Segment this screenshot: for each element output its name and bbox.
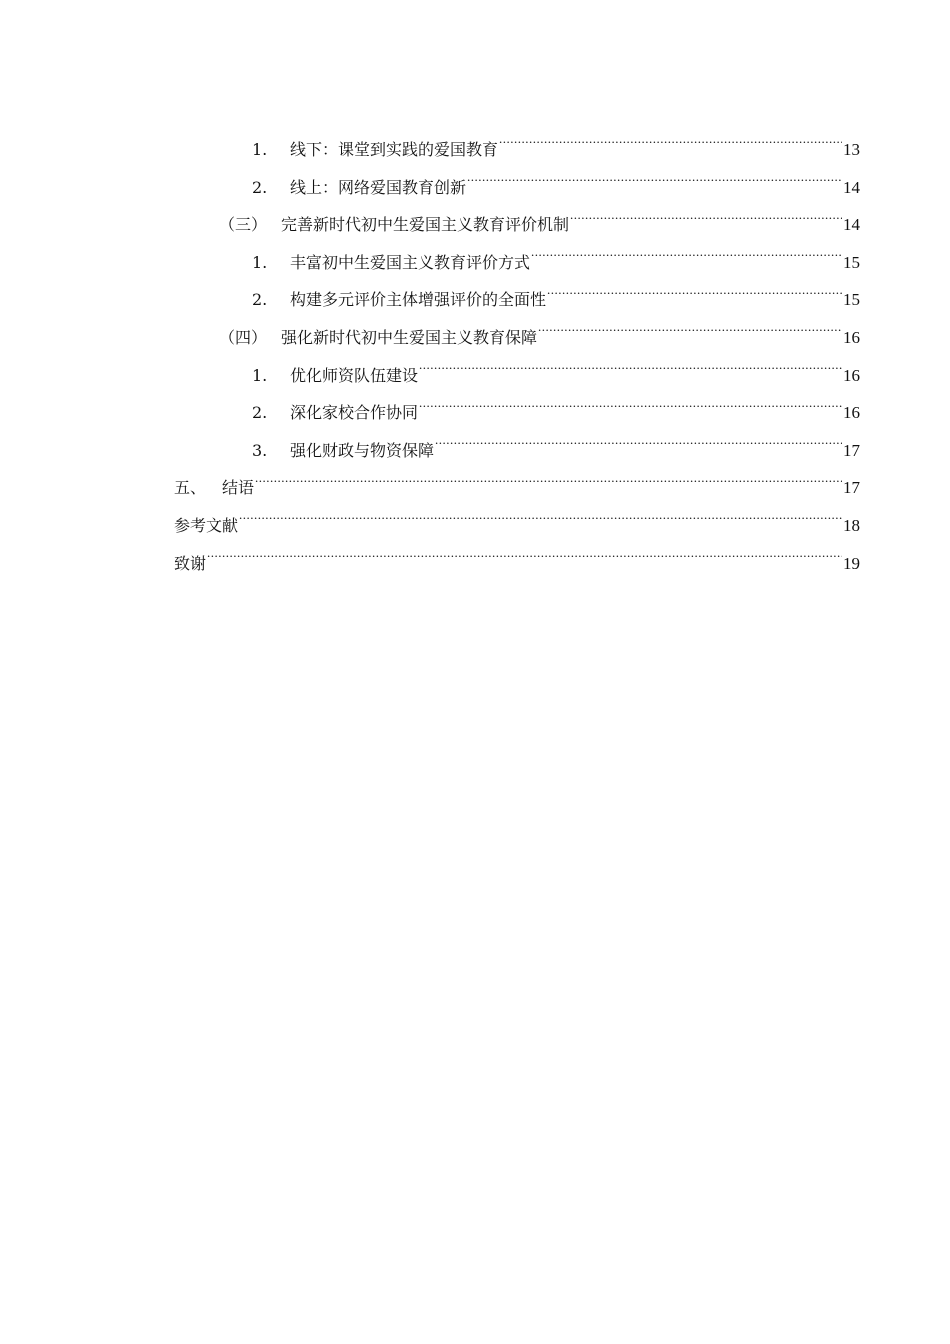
toc-entry-number: 1. bbox=[252, 252, 268, 272]
dot-leader bbox=[435, 440, 842, 456]
toc-entry[interactable] bbox=[174, 357, 860, 395]
toc-entry-page: 19 bbox=[843, 553, 860, 573]
toc-entry-number: 2. bbox=[252, 290, 268, 310]
toc-entry[interactable] bbox=[174, 469, 860, 507]
toc-entry[interactable] bbox=[174, 319, 860, 357]
toc-entry-number: 3. bbox=[252, 440, 268, 460]
dot-leader bbox=[538, 327, 842, 343]
dot-leader bbox=[239, 515, 842, 531]
toc-entry[interactable] bbox=[174, 281, 860, 319]
toc-entry-page: 13 bbox=[843, 140, 860, 159]
toc-entry-page: 16 bbox=[843, 403, 860, 423]
toc-entry-title: 深化家校合作协同 bbox=[290, 403, 419, 423]
dot-leader bbox=[255, 477, 842, 493]
toc-entry[interactable] bbox=[174, 244, 860, 282]
toc-entry-page: 16 bbox=[843, 327, 860, 347]
toc-entry-number: 1. bbox=[252, 140, 268, 159]
dot-leader bbox=[419, 402, 842, 418]
toc-entry-number: 1. bbox=[252, 365, 268, 385]
toc-entry-title: 优化师资队伍建设 bbox=[290, 365, 419, 385]
toc-entry[interactable] bbox=[174, 206, 860, 244]
dot-leader bbox=[207, 553, 842, 569]
toc-entry-title: 构建多元评价主体增强评价的全面性 bbox=[290, 290, 547, 310]
toc-entry[interactable] bbox=[174, 394, 860, 432]
toc-entry-title: 致谢 bbox=[174, 553, 207, 573]
toc-entry-page: 18 bbox=[843, 515, 860, 535]
toc-entry-page: 14 bbox=[843, 215, 860, 235]
dot-leader bbox=[499, 139, 842, 155]
toc-entry-page: 14 bbox=[843, 177, 860, 197]
toc-entry[interactable] bbox=[174, 545, 860, 583]
toc-entry-page: 17 bbox=[843, 478, 860, 498]
toc-entry-number: 五、 bbox=[174, 478, 207, 498]
toc-entry-page: 16 bbox=[843, 365, 860, 385]
table-of-contents bbox=[174, 131, 860, 582]
toc-entry-number: （四） bbox=[219, 327, 268, 347]
toc-entry-title: 参考文献 bbox=[174, 515, 239, 535]
toc-entry[interactable] bbox=[174, 131, 860, 169]
toc-entry[interactable] bbox=[174, 507, 860, 545]
dot-leader bbox=[570, 214, 842, 230]
dot-leader bbox=[547, 289, 842, 305]
dot-leader bbox=[419, 365, 842, 381]
toc-entry-title: 丰富初中生爱国主义教育评价方式 bbox=[290, 252, 531, 272]
toc-entry-title: 结语 bbox=[222, 478, 255, 498]
toc-entry-number: 2. bbox=[252, 177, 268, 197]
toc-entry-number: 2. bbox=[252, 403, 268, 423]
dot-leader bbox=[531, 252, 842, 268]
toc-entry-title: 完善新时代初中生爱国主义教育评价机制 bbox=[281, 215, 570, 235]
toc-entry-page: 15 bbox=[843, 252, 860, 272]
dot-leader bbox=[467, 177, 842, 193]
toc-entry[interactable] bbox=[174, 169, 860, 207]
toc-entry-page: 17 bbox=[843, 440, 860, 460]
toc-entry[interactable] bbox=[174, 432, 860, 470]
toc-entry-title: 强化新时代初中生爱国主义教育保障 bbox=[281, 327, 538, 347]
toc-entry-title: 强化财政与物资保障 bbox=[290, 440, 435, 460]
toc-entry-title: 线上：网络爱国教育创新 bbox=[290, 177, 467, 197]
toc-entry-number: （三） bbox=[219, 215, 268, 235]
toc-entry-page: 15 bbox=[843, 290, 860, 310]
toc-entry-title: 线下：课堂到实践的爱国教育 bbox=[290, 140, 499, 159]
